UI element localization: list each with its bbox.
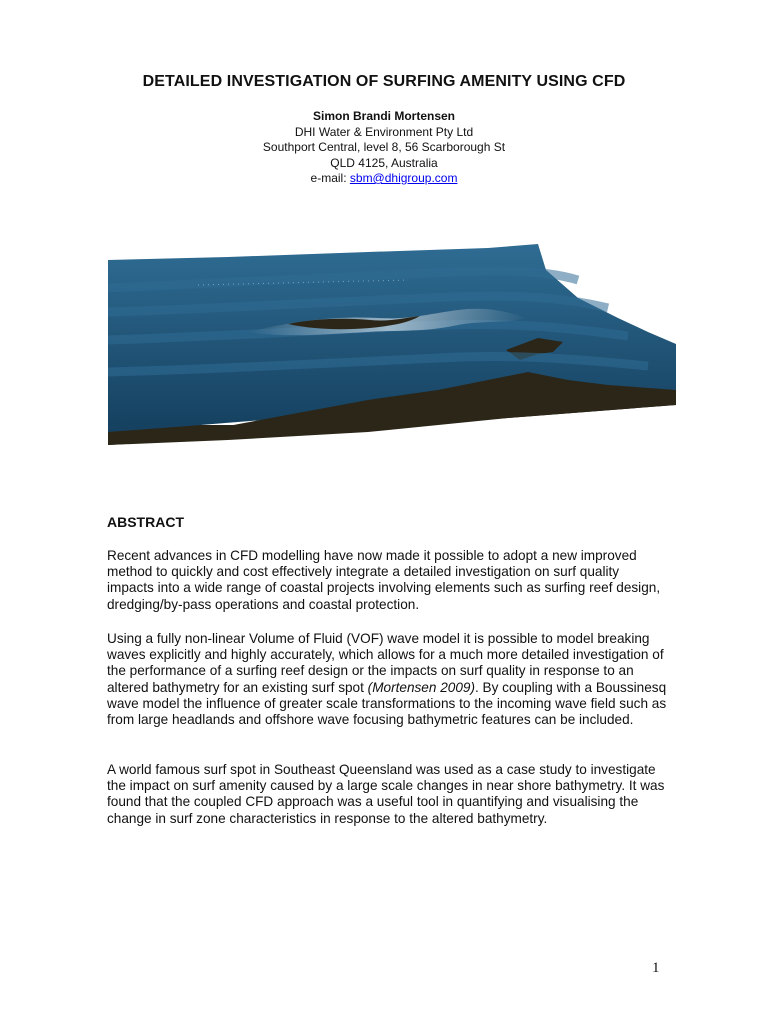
abstract-paragraph-3: A world famous surf spot in Southeast Queensland was used as a case study to investigate the impact on surf amenity caused by a large scale changes in near shore bathymetry. It was found that the coupled CFD approach was a useful tool in quantifying and visualising the change in surf zone characteristics in response to the altered bathymetry. <box>107 762 665 826</box>
author-address-line1: Southport Central, level 8, 56 Scarborough St <box>262 140 506 154</box>
email-link[interactable]: sbm@dhigroup.com <box>349 171 458 185</box>
author-email-line <box>0 171 768 187</box>
abstract-paragraph-2 <box>107 631 667 728</box>
author-block <box>0 109 768 187</box>
cfd-wave-render <box>108 240 676 470</box>
abstract-paragraph-2-text-a: Using a fully non-linear Volume of Fluid (VOF) wave model it is possible to model breaking waves explicitly and highly accurately, which allows for a much more detailed investigation of the performance of a surfing reef design or the impacts on surf quality in response to an altered bathymetry for an existing surf spot <box>107 631 664 695</box>
author-name: Simon Brandi Mortensen <box>312 109 455 123</box>
abstract-heading: ABSTRACT <box>107 514 184 530</box>
abstract-paragraph-2-text-b: . By coupling with a Boussinesq wave model the influence of greater scale transformations to the incoming wave field such as from large headlands and offshore wave focusing bathymetric features can be included. <box>107 679 667 728</box>
paper-title: DETAILED INVESTIGATION OF SURFING AMENITY USING CFD <box>142 73 626 90</box>
author-address-line2: QLD 4125, Australia <box>330 155 438 170</box>
cfd-wave-figure <box>108 240 676 470</box>
citation: (Mortensen 2009) <box>367 679 475 695</box>
email-label: e-mail: <box>310 171 347 185</box>
page-number: 1 <box>652 960 660 976</box>
author-organisation: DHI Water & Environment Pty Ltd <box>294 124 474 139</box>
abstract-paragraph-1: Recent advances in CFD modelling have now made it possible to adopt a new improved method to quickly and cost effectively integrate a detailed investigation on surf quality impacts into a wide range of coastal projects involving elements such as surfing reef design, dredging/by-pass operations and coastal protection. <box>107 548 661 612</box>
